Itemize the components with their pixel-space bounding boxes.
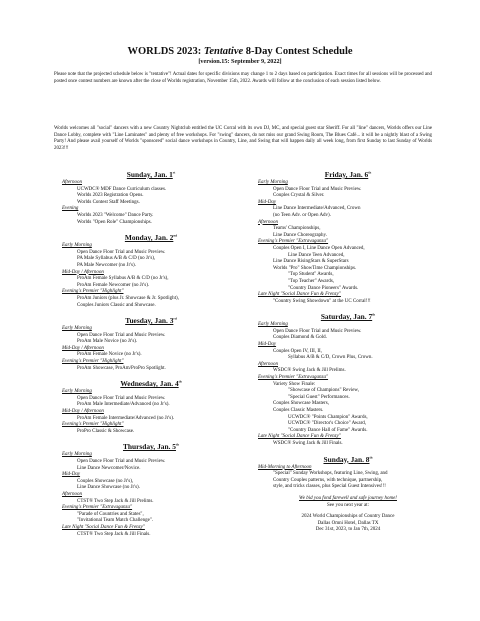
- segment-heading: Early Morning: [62, 243, 92, 249]
- day-heading-text: Thursday, Jan. 5: [122, 442, 176, 452]
- event-line: ProAm Male Intermediate/Advanced (no Jr's).: [77, 402, 170, 408]
- event-line: WSDC® Swing Jack & Jill Finals.: [273, 440, 343, 446]
- page-title: [0, 46, 480, 58]
- event-line: Couples Open IV, III, II,: [273, 348, 322, 354]
- event-line: UCWDC® "Points Champion" Awards,: [288, 414, 368, 420]
- segment-heading: Evening: [62, 206, 79, 212]
- event-line: "Invitational Team Match Challenge".: [77, 518, 154, 524]
- event-line: "Top Teacher" Awards,: [288, 278, 335, 284]
- next-event-venue: Dallas Omni Hotel, Dallas TX: [317, 520, 379, 526]
- event-line: Country Couples patterns, with technique, partnership,: [273, 477, 383, 483]
- event-line: Couples Crystal & Silver.: [273, 193, 325, 199]
- segment-heading: Mid-Day: [258, 342, 277, 348]
- event-line: Worlds 2023 Registration Opens.: [77, 193, 144, 199]
- day-saturday-7: [258, 312, 438, 447]
- event-line: "Showcase of Champions" Review,: [288, 388, 359, 394]
- event-line: Teams' Championships,: [273, 226, 321, 232]
- segment-heading: Afternoon: [62, 180, 82, 185]
- event-line: ProAm Female Intermediate/Advanced (no Jr's).: [77, 415, 175, 421]
- event-line: CTST® Two Step Jack & Jill Finals.: [77, 531, 151, 537]
- event-line: Open Dance Floor Trial and Music Preview.: [273, 186, 362, 192]
- day-heading-text: Sunday, Jan. 8: [323, 454, 370, 464]
- day-heading: [258, 312, 438, 322]
- day-heading-sup: rd: [173, 316, 177, 321]
- segment-heading: Afternoon: [62, 491, 82, 497]
- day-heading: [258, 170, 438, 180]
- event-line: PA Male Syllabus A/B & C/D (no Jr's),: [77, 256, 156, 262]
- event-line: ProPro Classic & Showcase.: [77, 428, 135, 434]
- day-friday-6: [258, 170, 438, 305]
- segment-heading: Evening's Premier "Highlight": [62, 422, 124, 428]
- day-heading-sup: th: [178, 379, 182, 384]
- day-sunday-8: [258, 455, 438, 534]
- event-line: Worlds "Pro" ShowTime Championships.: [273, 265, 357, 271]
- day-heading: [62, 170, 240, 180]
- event-line: Line Dance Showcase (no Jr's).: [77, 485, 140, 491]
- event-line: Line Dance Choreography.: [273, 232, 327, 238]
- day-heading-text: Friday, Jan. 6: [324, 170, 369, 179]
- day-heading: [62, 316, 240, 326]
- segment-heading: Mid-Morning to Afternoon: [258, 464, 312, 470]
- title-tentative: Tentative: [203, 46, 244, 57]
- event-line: Open Dance Floor Trial and Music Preview.: [77, 459, 166, 464]
- event-line: "Special" Sunday Workshops, featuring Line, Swing, and: [273, 471, 388, 477]
- next-event-dates: Dec 31st, 2023, to Jan 7th, 2024: [315, 527, 381, 533]
- next-event-name: 2024 World Championships of Country Dance: [301, 514, 395, 520]
- segment-heading: Late Night "Social Dance Fun & Frenzy": [62, 524, 145, 530]
- day-thursday-5: [62, 442, 240, 538]
- event-line: Line Dance RisingStars & SuperStars: [273, 259, 349, 265]
- event-line: ProAm Showcase, ProAm/ProPro Spotlight.: [77, 365, 166, 371]
- segment-heading: Evening's Premier "Extravaganza": [62, 505, 133, 511]
- segment-heading: Evening's Premier "Extravaganza": [258, 239, 329, 245]
- event-line: (no Teen Adv. or Open Adv).: [273, 212, 331, 218]
- event-line: CTST® Two Step Jack & Jill Prelims.: [77, 498, 154, 504]
- day-heading-text: Wednesday, Jan. 4: [120, 379, 179, 389]
- day-heading-text: Saturday, Jan. 7: [320, 312, 373, 322]
- segment-heading: Mid-Day: [62, 472, 81, 478]
- left-column: [62, 170, 240, 538]
- segment-heading: Early Morning: [258, 322, 288, 328]
- event-line: Open Dance Floor Trial and Music Preview.: [273, 328, 362, 334]
- event-line: Open Dance Floor Trial and Music Preview.: [77, 395, 166, 401]
- day-heading-text: Tuesday, Jan. 3: [125, 316, 174, 326]
- segment-heading: Afternoon: [258, 219, 278, 225]
- day-heading-sup: th: [175, 442, 179, 447]
- day-heading-text: Monday, Jan. 2: [124, 233, 174, 243]
- event-line: Worlds "Open Role" Championships.: [77, 219, 152, 225]
- segment-heading: Early Morning: [258, 180, 288, 185]
- segment-heading: Late Night "Social Dance Fun & Frenzy": [258, 434, 341, 440]
- event-line: ProAm Female Newcomer (no Jr's).: [77, 282, 150, 288]
- event-line: ProAm Female Syllabus A/B & C/D (no Jr's),: [77, 276, 169, 282]
- event-line: Couples Open I, Line Dance Open Advanced,: [273, 245, 365, 251]
- event-line: Couples Showcase (no Jr's),: [77, 478, 134, 484]
- right-column: [258, 170, 438, 534]
- day-heading-sup: st: [172, 170, 176, 175]
- event-line: Variety Show Finale:: [273, 381, 316, 387]
- segment-heading: Early Morning: [62, 326, 92, 332]
- event-line: PA Male Newcomer (no Jr's).: [77, 262, 136, 268]
- segment-heading: Evening's Premier "Highlight": [62, 359, 124, 365]
- day-sunday-1: [62, 170, 240, 226]
- event-line: "Country Swing Showdown" at the UC Corral!!!: [273, 298, 371, 304]
- event-line: ProAm Juniors (plus Jr. Showcase & Jr. Spotlight),: [77, 295, 179, 301]
- day-heading-sup: nd: [173, 233, 178, 238]
- event-line: Open Dance Floor Trial and Music Preview.: [77, 249, 166, 255]
- event-line: Line Dance Newcomer/Novice.: [77, 465, 141, 471]
- segment-heading: Mid-Day / Afternoon: [62, 345, 104, 351]
- segment-heading: Mid-Day / Afternoon: [62, 409, 104, 415]
- day-wednesday-4: [62, 379, 240, 435]
- event-line: "Top Student" Awards,: [288, 272, 334, 278]
- day-heading: [62, 379, 240, 389]
- version-line: [version.15: September 9, 2022]: [198, 58, 282, 65]
- day-heading-sup: th: [372, 312, 376, 317]
- day-heading: [62, 233, 240, 243]
- title-suffix: 8-Day Contest Schedule: [243, 46, 353, 57]
- event-line: Couples Classic Masters.: [273, 408, 324, 413]
- intro-paragraph-1: Please note that the projected schedule below is "tentative"! Actual dates for specific divisions may change 1 to 2 days based on participation. Exact times for all sessions will be processed and posted once contest numbers are known after the close of Worlds registration, November 15th, 2022. Awards will follow at the conclusion of each session listed below.: [54, 72, 432, 84]
- event-line: Worlds Contest Staff Meetings.: [77, 199, 140, 205]
- segment-heading: Mid-Day: [258, 199, 277, 205]
- event-line: Couples Juniors Classic and Showcase.: [77, 302, 156, 308]
- event-line: ProAm Male Novice (no Jr's).: [77, 339, 138, 345]
- event-line: Open Dance Floor Trial and Music Preview.: [77, 332, 166, 338]
- event-line: Syllabus A/B & C/D, Crown Plus, Crown.: [288, 355, 373, 361]
- day-tuesday-3: [62, 316, 240, 372]
- day-monday-2: [62, 233, 240, 309]
- event-line: Worlds 2023 "Welcome" Dance Party.: [77, 212, 154, 218]
- see-you-line: See you next year at:: [327, 502, 369, 508]
- segment-heading: Evening's Premier "Highlight": [62, 289, 124, 295]
- segment-heading: Early Morning: [62, 452, 92, 458]
- event-line: "Special Guest" Performances.: [288, 394, 350, 400]
- event-line: UCWDC® MDF Dance Curriculum classes.: [77, 186, 167, 192]
- event-line: "Country Dance Pioneers" Awards.: [288, 285, 359, 291]
- day-heading-text: Sunday, Jan. 1: [126, 170, 173, 179]
- event-line: Couples Showcase Masters,: [273, 401, 329, 407]
- event-line: WSDC® Swing Jack & Jill Prelims.: [273, 368, 346, 374]
- title-prefix: WORLDS 2023:: [127, 46, 204, 57]
- event-line: Couples Diamond & Gold.: [273, 335, 327, 341]
- segment-heading: Early Morning: [62, 389, 92, 395]
- day-heading: [62, 442, 240, 452]
- day-heading: [258, 455, 438, 465]
- event-line: Line Dance Intermediate/Advanced, Crown: [273, 206, 361, 212]
- intro-paragraph-2: Worlds welcomes all "social" dancers with a new Country Nightclub entitled the UC Corral with its own DJ, MC, and special guest star Sheriff. For all "line" dancers, Worlds offers our Line Dance Lobby, complete with "Line Laminates" and plenty of free workshops. For "swing" dancers, do not miss our grand Swing Room, The Blues Café... it will be a nightly blast of a Swing Party! And please avail yourself of Worlds "sponsored" social dance workshops in Country, Line, and Swing that will happen daily all week long, from first Sunday to last Sunday of Worlds 2023!!!: [54, 126, 432, 151]
- segment-heading: Afternoon: [258, 361, 278, 367]
- event-line: Line Dance Teen Advanced,: [288, 252, 345, 258]
- event-line: style, and tricks classes, plus Special Guest Intensives!!!: [273, 484, 386, 490]
- event-line: UCWDC® "Director's Choice" Award,: [288, 421, 367, 427]
- event-line: "Parade of Countries and States",: [77, 511, 144, 517]
- segment-heading: Mid-Day / Afternoon: [62, 269, 104, 275]
- segment-heading: Late Night "Social Dance Fun & Frenzy": [258, 292, 341, 298]
- farewell-line: We bid you fond farewell and safe journey home!: [299, 495, 397, 501]
- event-line: ProAm Female Novice (no Jr's).: [77, 352, 142, 358]
- day-heading-sup: th: [369, 455, 373, 460]
- event-line: "Country Dance Hall of Fame" Awards.: [288, 427, 368, 433]
- day-heading-sup: th: [368, 170, 372, 175]
- segment-heading: Evening's Premier "Extravaganza": [258, 375, 329, 381]
